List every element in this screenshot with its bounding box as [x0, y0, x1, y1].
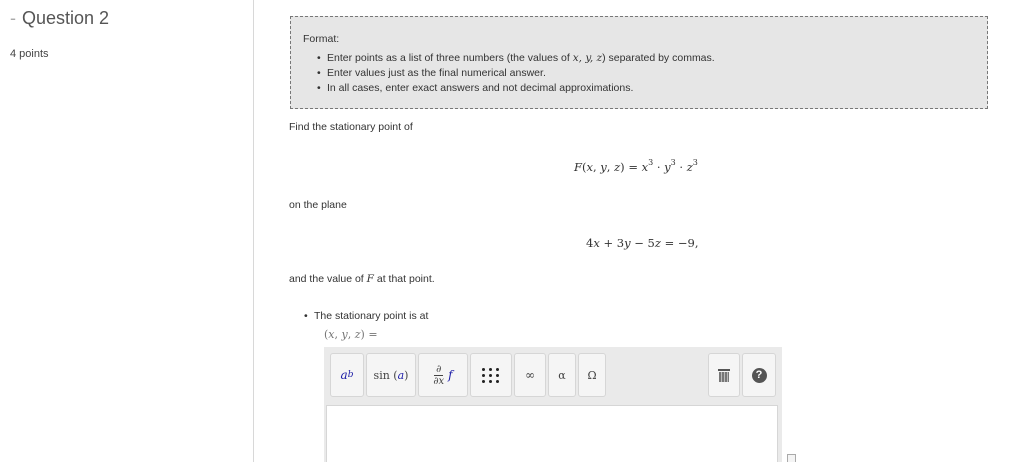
format-item-1: • Enter points as a list of three numbers (the values of x, y, z) separated by commas.	[327, 52, 987, 64]
infinity-button[interactable]: ∞	[514, 353, 546, 397]
math-editor	[324, 347, 782, 462]
answer-input[interactable]	[326, 405, 778, 462]
help-button[interactable]	[742, 353, 776, 397]
collapse-dash[interactable]: -	[10, 8, 16, 28]
plane-equation: 4x + 3y − 5z = −9,	[586, 236, 699, 250]
format-list	[303, 52, 987, 94]
function-equation: F(x, y, $z) = x^3 \cdot y^3 \cdot z^3$	[574, 158, 698, 174]
derivative-button[interactable]: $\frac{\partial}{\partial x}$ f	[418, 353, 468, 397]
question-title-text: Question 2	[22, 8, 110, 28]
question-sidebar	[0, 0, 254, 462]
format-item-3: • In all cases, enter exact answers and not decimal approximations.	[327, 82, 987, 94]
document-icon[interactable]	[787, 454, 796, 462]
problem-intro: Find the stationary point of	[289, 121, 413, 133]
greek-lower-button[interactable]: α	[548, 353, 576, 397]
trash-icon	[718, 369, 730, 382]
superscript-button[interactable]: a b	[330, 353, 364, 397]
format-box	[290, 16, 988, 109]
question-title	[10, 8, 109, 29]
answer-label: (x, y, z) =	[324, 328, 378, 341]
format-item-1-vars: x, y, z	[572, 52, 603, 64]
matrix-icon	[482, 368, 500, 383]
function-button[interactable]: sin ( a )	[366, 353, 416, 397]
on-plane-text: on the plane	[289, 199, 347, 211]
answer-bullet: • The stationary point is at	[314, 310, 428, 322]
matrix-button[interactable]	[470, 353, 512, 397]
format-label: Format:	[303, 33, 340, 45]
question-points: 4 points	[10, 48, 49, 60]
clear-button[interactable]	[708, 353, 740, 397]
format-item-2: • Enter values just as the final numerical answer.	[327, 67, 987, 79]
value-question: and the value of F at that point.	[289, 273, 435, 285]
greek-upper-button[interactable]: Ω	[578, 353, 606, 397]
question-content	[254, 0, 1024, 462]
help-icon: ?	[752, 368, 767, 383]
